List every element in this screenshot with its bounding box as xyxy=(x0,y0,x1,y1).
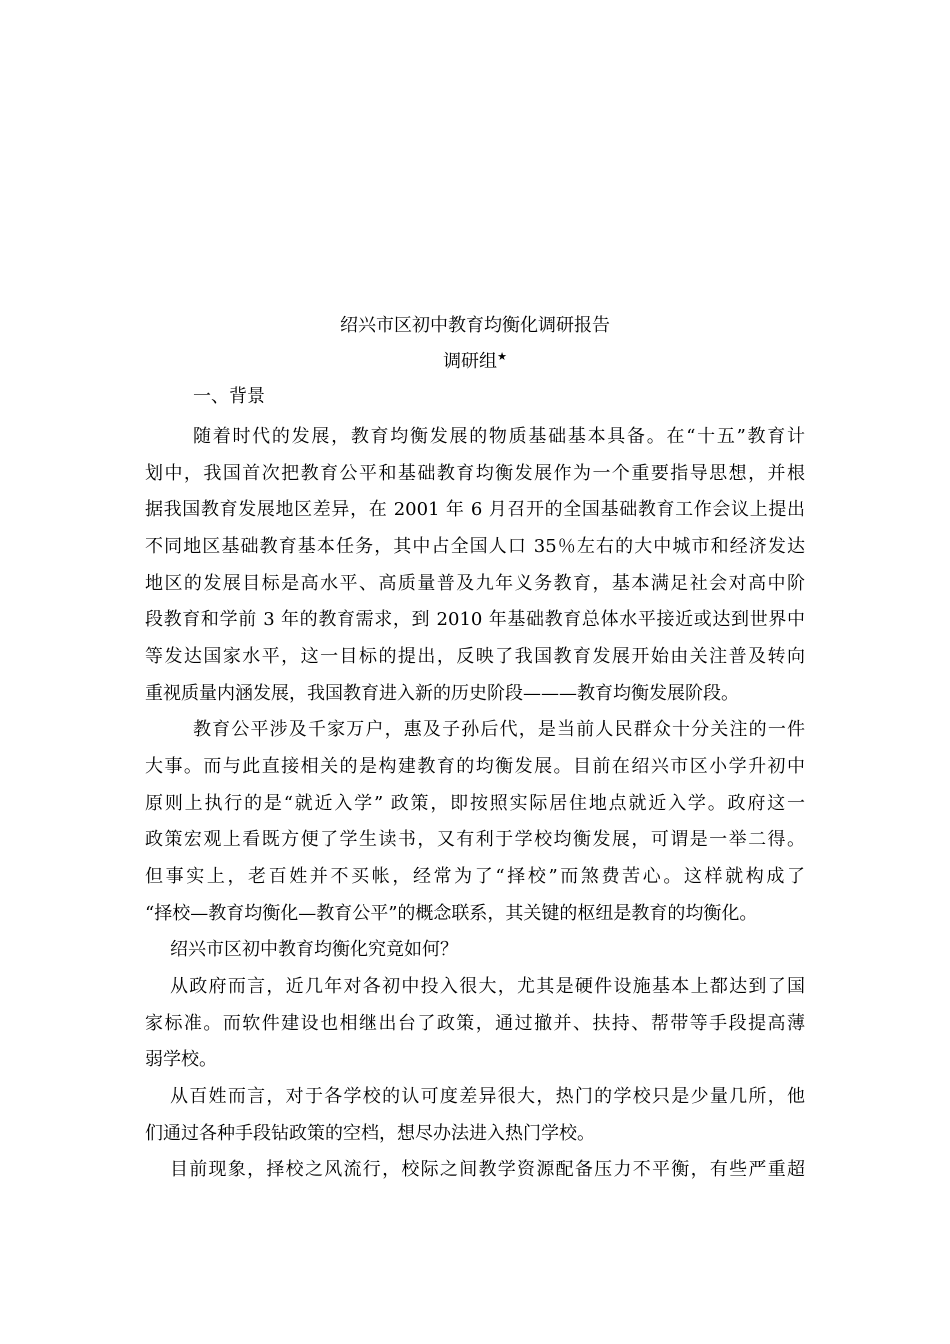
paragraph-line: 重视质量内涵发展，我国教育进入新的历史阶段———教育均衡发展阶段。 xyxy=(145,683,739,704)
author-line xyxy=(0,349,950,375)
paragraph-line: 划中，我国首次把教育公平和基础教育均衡发展作为一个重要指导思想，并根 xyxy=(145,463,805,484)
paragraph-line: 不同地区基础教育基本任务，其中占全国人口 35％左右的大中城市和经济发达 xyxy=(145,536,805,557)
author-name: 调研组 xyxy=(443,351,498,372)
paragraph-line: 家标准。而软件建设也相继出台了政策，通过撤并、扶持、帮带等手段提高薄 xyxy=(145,1013,805,1034)
document-title: 绍兴市区初中教育均衡化调研报告 xyxy=(340,315,610,336)
paragraph-line: 政策宏观上看既方便了学生读书，又有利于学校均衡发展，可谓是一举二得。 xyxy=(145,829,805,850)
paragraph-line: “择校—教育均衡化—教育公平”的概念联系，其关键的枢纽是教育的均衡化。 xyxy=(145,903,758,924)
author-footnote-star: ★ xyxy=(497,350,507,363)
paragraph-line: 弱学校。 xyxy=(145,1049,217,1070)
paragraph-line: 原则上执行的是“就近入学” 政策，即按照实际居住地点就近入学。政府这一 xyxy=(145,793,805,814)
paragraph-line: 目前现象，择校之风流行，校际之间教学资源配备压力不平衡，有些严重超 xyxy=(170,1159,805,1180)
paragraph-line: 教育公平涉及千家万户，惠及子孙后代，是当前人民群众十分关注的一件 xyxy=(193,719,805,740)
paragraph-line: 段教育和学前 3 年的教育需求，到 2010 年基础教育总体水平接近或达到世界中 xyxy=(145,609,805,630)
paragraph-line: 大事。而与此直接相关的是构建教育的均衡发展。目前在绍兴市区小学升初中 xyxy=(145,756,805,777)
paragraph-line: 但事实上，老百姓并不买帐，经常为了“择校”而煞费苦心。这样就构成了 xyxy=(145,866,805,887)
paragraph-line: 等发达国家水平，这一目标的提出，反映了我国教育发展开始由关注普及转向 xyxy=(145,646,805,667)
paragraph-line: 据我国教育发展地区差异，在 2001 年 6 月召开的全国基础教育工作会议上提出 xyxy=(145,499,805,520)
paragraph-line: 从百姓而言，对于各学校的认可度差异很大，热门的学校只是少量几所，他 xyxy=(170,1086,805,1107)
paragraph-line: 随着时代的发展，教育均衡发展的物质基础基本具备。在“十五”教育计 xyxy=(193,426,805,447)
paragraph-line: 绍兴市区初中教育均衡化究竟如何？ xyxy=(170,939,458,960)
paragraph-line: 从政府而言，近几年对各初中投入很大，尤其是硬件设施基本上都达到了国 xyxy=(170,976,805,997)
paragraph-line: 们通过各种手段钻政策的空档，想尽办法进入热门学校。 xyxy=(145,1123,595,1144)
section-heading: 一、背景 xyxy=(193,386,265,407)
paragraph-line: 地区的发展目标是高水平、高质量普及九年义务教育，基本满足社会对高中阶 xyxy=(145,573,805,594)
